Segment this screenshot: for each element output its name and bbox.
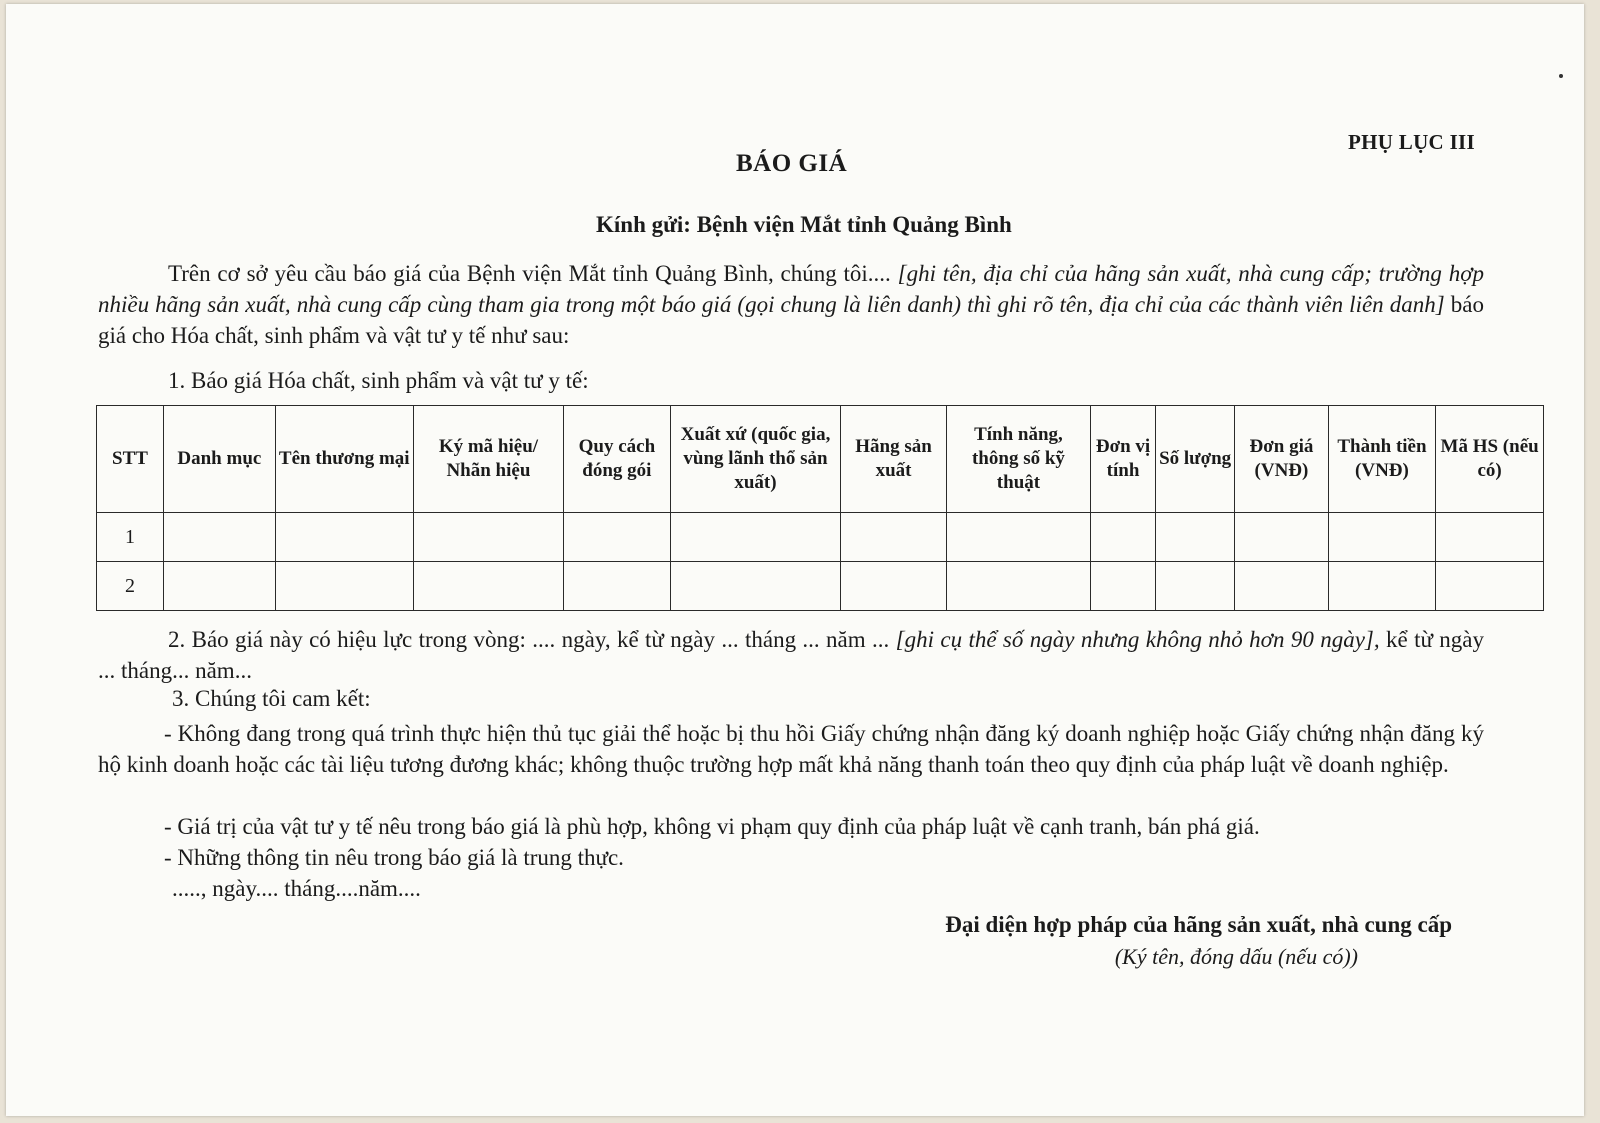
- commitment-1: [98, 718, 1484, 780]
- table-header-row: [97, 406, 1544, 513]
- table-cell[interactable]: [275, 513, 413, 562]
- row-stt: 2: [97, 562, 164, 611]
- header-trade-name: Tên thương mại: [275, 406, 413, 513]
- section2-lead: 2. Báo giá này có hiệu lực trong vòng: .... ngày, kể từ ngày ... tháng ... năm ...: [168, 627, 890, 652]
- header-specs: Tính năng, thông số kỹ thuật: [946, 406, 1090, 513]
- table-cell[interactable]: [275, 562, 413, 611]
- table-cell[interactable]: [1436, 562, 1544, 611]
- signer-title: Đại diện hợp pháp của hãng sản xuất, nhà cung cấp: [945, 912, 1452, 937]
- appendix-label: PHỤ LỤC III: [1348, 130, 1475, 154]
- table-cell[interactable]: [841, 513, 947, 562]
- header-model-brand: Ký mã hiệu/ Nhãn hiệu: [413, 406, 563, 513]
- table-cell[interactable]: [1091, 513, 1156, 562]
- header-amount: Thành tiền (VNĐ): [1328, 406, 1436, 513]
- section2-tail: kể từ ngày ... tháng... năm...: [98, 627, 1484, 683]
- table-cell[interactable]: [1235, 562, 1328, 611]
- table-cell[interactable]: [413, 562, 563, 611]
- header-unit: Đơn vị tính: [1091, 406, 1156, 513]
- commitment-2: - Giá trị của vật tư y tế nêu trong báo giá là phù hợp, không vi phạm quy định của pháp luật về cạnh tranh, bán phá giá.: [164, 814, 1260, 839]
- table-cell[interactable]: [946, 513, 1090, 562]
- signature-note: (Ký tên, đóng dấu (nếu có)): [1114, 944, 1358, 969]
- table-cell[interactable]: [564, 562, 671, 611]
- table-row: [97, 562, 1544, 611]
- date-line: ....., ngày.... tháng....năm....: [172, 876, 421, 901]
- table-cell[interactable]: [1156, 513, 1235, 562]
- table-cell[interactable]: [1328, 513, 1436, 562]
- table-cell[interactable]: [670, 562, 841, 611]
- intro-tail: báo giá cho Hóa chất, sinh phẩm và vật tư y tế như sau:: [98, 292, 1485, 348]
- table-row: [97, 513, 1544, 562]
- table-cell[interactable]: [1328, 562, 1436, 611]
- commitment-1-text: - Không đang trong quá trình thực hiện thủ tục giải thể hoặc bị thu hồi Giấy chứng nhận đăng ký doanh nghiệp hoặc Giấy chứng nhận đăng ký hộ kinh doanh hoặc các tài liệu tương đương khác; không thuộc trường hợp mất khả năng thanh toán theo quy định của pháp luật về doanh nghiệp.: [98, 721, 1484, 777]
- table-cell[interactable]: [946, 562, 1090, 611]
- section2-paragraph: [98, 624, 1484, 686]
- document-title: BÁO GIÁ: [736, 150, 848, 177]
- table-cell[interactable]: [164, 513, 276, 562]
- table-cell[interactable]: [1091, 562, 1156, 611]
- header-hs-code: Mã HS (nếu có): [1436, 406, 1544, 513]
- intro-note: [ghi tên, địa chỉ của hãng sản xuất, nhà cung cấp; trường hợp nhiều hãng sản xuất, nhà cung cấp cùng tham gia trong một báo giá (gọi chung là liên danh) thì ghi rõ tên, địa chỉ của các thành viên liên danh]: [98, 261, 1484, 317]
- header-category: Danh mục: [164, 406, 276, 513]
- speck-mark: [1559, 74, 1563, 78]
- section2-note: [ghi cụ thể số ngày nhưng không nhỏ hơn 90 ngày],: [895, 627, 1380, 652]
- table-cell[interactable]: [164, 562, 276, 611]
- table-cell[interactable]: [841, 562, 947, 611]
- table-cell[interactable]: [1235, 513, 1328, 562]
- table-cell[interactable]: [564, 513, 671, 562]
- table-cell[interactable]: [413, 513, 563, 562]
- quote-table: [96, 405, 1544, 611]
- header-origin: Xuất xứ (quốc gia, vùng lãnh thổ sản xuất): [670, 406, 841, 513]
- header-stt: STT: [97, 406, 164, 513]
- header-quantity: Số lượng: [1156, 406, 1235, 513]
- intro-paragraph: [98, 258, 1484, 351]
- table-cell[interactable]: [1156, 562, 1235, 611]
- document-page: [6, 4, 1584, 1116]
- header-packaging: Quy cách đóng gói: [564, 406, 671, 513]
- table-cell[interactable]: [1436, 513, 1544, 562]
- section3-title: 3. Chúng tôi cam kết:: [172, 686, 371, 711]
- row-stt: 1: [97, 513, 164, 562]
- table-cell[interactable]: [670, 513, 841, 562]
- commitment-3: - Những thông tin nêu trong báo giá là trung thực.: [164, 845, 624, 870]
- intro-lead: Trên cơ sở yêu cầu báo giá của Bệnh viện Mắt tỉnh Quảng Bình, chúng tôi....: [168, 261, 891, 286]
- header-manufacturer: Hãng sản xuất: [841, 406, 947, 513]
- header-unit-price: Đơn giá (VNĐ): [1235, 406, 1328, 513]
- section1-title: 1. Báo giá Hóa chất, sinh phẩm và vật tư y tế:: [168, 368, 589, 393]
- greeting-line: Kính gửi: Bệnh viện Mắt tỉnh Quảng Bình: [596, 212, 1012, 237]
